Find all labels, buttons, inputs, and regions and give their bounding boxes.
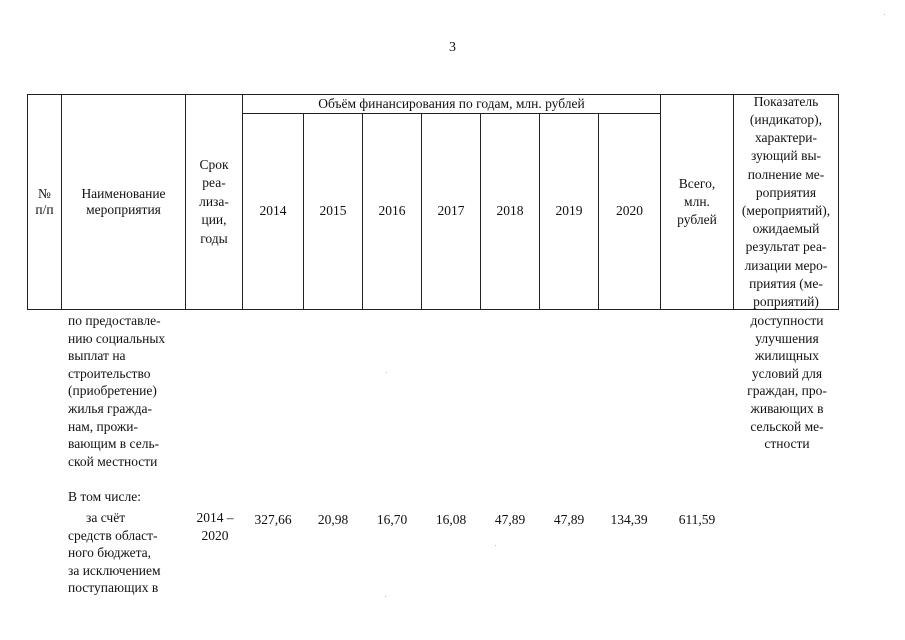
header-indicator-text: Показатель (индикатор), характери-зующий вы-полнение ме-роприятия (мероприятий), ожидаемый результат реа-лизации меро-приятия (ме-роприятий) bbox=[741, 93, 831, 310]
header-year-2017: 2017 bbox=[437, 203, 465, 219]
header-year-2018: 2018 bbox=[496, 203, 524, 219]
scan-speck bbox=[385, 596, 386, 597]
continuation-name-line: по предоставле- bbox=[68, 313, 161, 328]
scan-speck bbox=[495, 545, 496, 546]
header-financing-group bbox=[243, 95, 660, 113]
page-number: 3 bbox=[449, 40, 456, 55]
continuation-name-line: строительство bbox=[68, 365, 151, 381]
continuation-indicator-line: условий для bbox=[751, 365, 823, 381]
header-year-2015: 2015 bbox=[319, 203, 347, 219]
header-financing-text: Объём финансирования по годам, млн. рублей bbox=[318, 95, 585, 111]
continuation-indicator-line: доступности bbox=[750, 313, 824, 328]
header-year-2016: 2016 bbox=[378, 203, 406, 219]
scan-speck bbox=[884, 14, 885, 15]
header-year-2019: 2019 bbox=[555, 203, 583, 219]
including-label: В том числе: bbox=[68, 489, 141, 504]
header-indicator bbox=[734, 95, 838, 309]
header-year-2020: 2020 bbox=[616, 203, 643, 219]
continuation-name-line: вающим в сель- bbox=[68, 436, 160, 452]
header-term-text: Срок реа-лиза-ции, годы bbox=[199, 156, 229, 246]
continuation-name-line: нам, прожи- bbox=[68, 418, 138, 434]
continuation-indicator-line: стности bbox=[764, 436, 810, 452]
continuation-indicator-line: сельской ме- bbox=[750, 418, 824, 434]
row-regional-value-2018: 47,89 bbox=[494, 512, 526, 527]
row-regional-value-2020: 134,39 bbox=[610, 512, 648, 527]
continuation-name-line: жилья гражда- bbox=[68, 400, 152, 416]
scan-speck bbox=[386, 372, 387, 373]
row-regional-value-2019: 47,89 bbox=[553, 512, 585, 527]
row-regional-name-line: средств област- bbox=[68, 527, 158, 543]
row-regional-name-line: ного бюджета, bbox=[68, 545, 152, 561]
continuation-indicator-line: живающих в bbox=[750, 400, 824, 416]
row-regional-term: 2014 – 2020 bbox=[196, 510, 234, 543]
header-num-text: № п/п bbox=[35, 185, 54, 217]
continuation-name-line: выплат на bbox=[68, 348, 126, 364]
row-regional-name bbox=[68, 509, 181, 597]
row-regional-name-line: поступающих в bbox=[68, 580, 159, 596]
row-regional-value-2016: 16,70 bbox=[376, 512, 408, 527]
header-term bbox=[186, 95, 242, 309]
continuation-name-line: нию социальных bbox=[68, 330, 166, 346]
continuation-name-line: (приобретение) bbox=[68, 383, 157, 399]
continuation-indicator-line: граждан, про- bbox=[747, 383, 827, 399]
header-num bbox=[28, 95, 61, 309]
continuation-indicator-line: жилищных bbox=[755, 348, 819, 364]
continuation-name-line: ской местности bbox=[68, 453, 158, 469]
header-total-text: Всего, млн. рублей bbox=[677, 176, 717, 227]
row-regional-value-2017: 16,08 bbox=[435, 512, 467, 527]
header-year-2014: 2014 bbox=[259, 203, 287, 219]
header-name bbox=[62, 95, 185, 309]
header-name-text: Наименование мероприятия bbox=[81, 185, 166, 217]
continuation-indicator-line: улучшения bbox=[755, 330, 819, 346]
row-regional-value-2015: 20,98 bbox=[317, 512, 349, 527]
row-regional-value-2014: 327,66 bbox=[254, 512, 292, 527]
continuation-name bbox=[68, 312, 181, 470]
row-regional-total: 611,59 bbox=[678, 512, 716, 527]
header-total bbox=[661, 95, 733, 309]
row-regional-name-line: за счёт bbox=[86, 510, 126, 525]
continuation-indicator bbox=[737, 312, 837, 453]
row-regional-name-line: за исключением bbox=[68, 562, 161, 578]
